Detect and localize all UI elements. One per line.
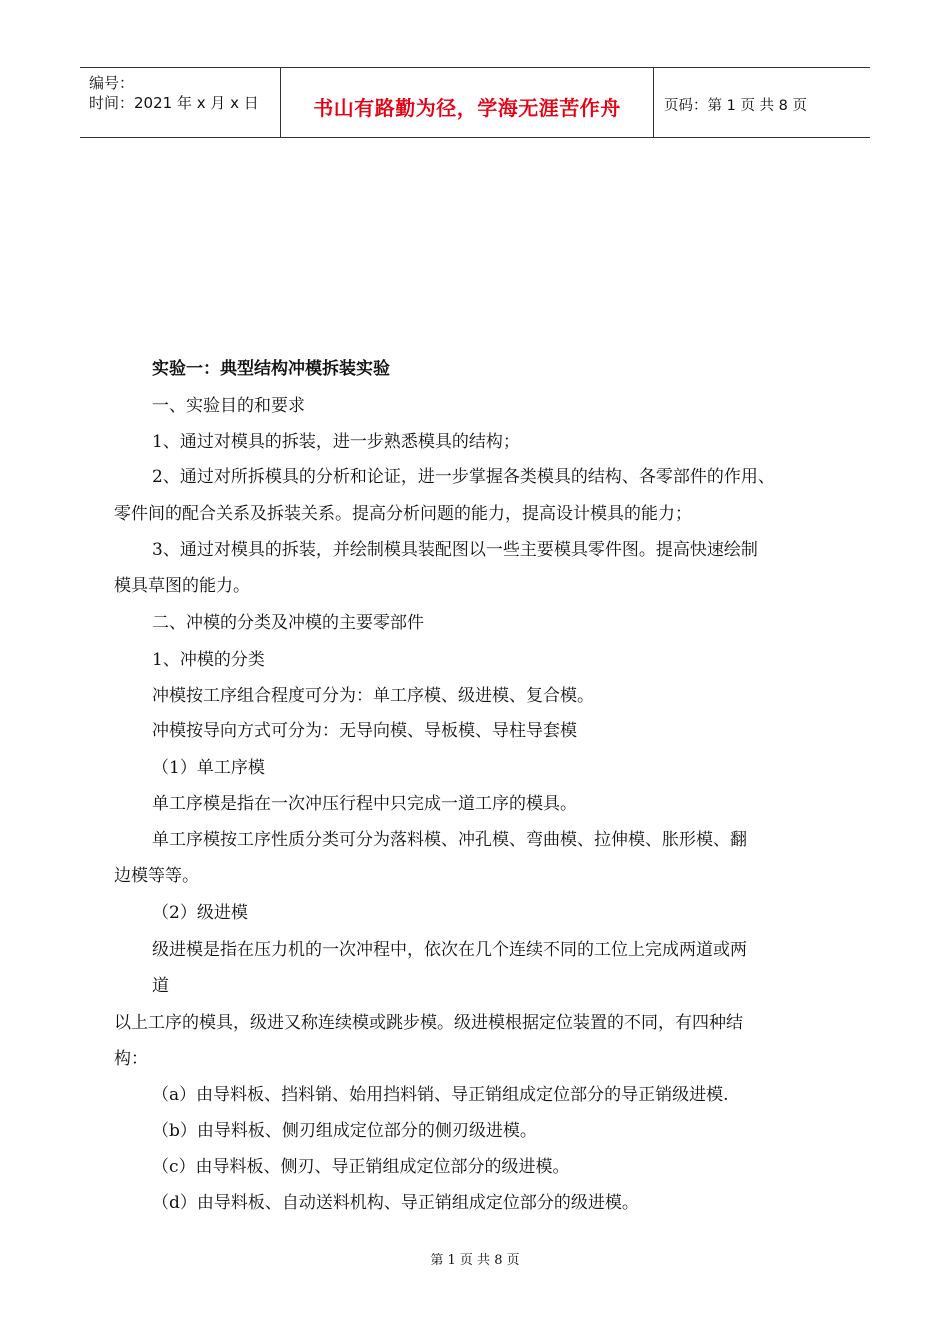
header-motto: 书山有路勤为径，学海无涯苦作舟 — [313, 96, 621, 120]
header-meta-cell — [80, 68, 281, 137]
paragraph-line: 冲模按导向方式可分为：无导向模、导板模、导柱导套模 — [152, 721, 577, 741]
list-item: （c）由导料板、侧刃、导正销组成定位部分的级进模。 — [152, 1157, 570, 1177]
paragraph-line: 冲模按工序组合程度可分为：单工序模、级进模、复合模。 — [152, 686, 594, 706]
document-number-label: 编号： — [89, 74, 135, 92]
header-page-info: 页码：第 1 页 共 8 页 — [664, 98, 807, 114]
paragraph-line: 道 — [152, 976, 169, 996]
paragraph-line: 1、通过对模具的拆装，进一步熟悉模具的结构； — [152, 432, 520, 452]
paragraph-line: 以上工序的模具，级进又称连续模或跳步模。级进模根据定位装置的不同，有四种结 — [114, 1013, 743, 1033]
document-header — [80, 67, 870, 138]
paragraph-line: 构： — [114, 1049, 148, 1069]
list-item: （a）由导料板、挡料销、始用挡料销、导正销组成定位部分的导正销级进模. — [152, 1085, 729, 1105]
paragraph-line: 模具草图的能力。 — [114, 576, 250, 596]
section-heading: 一、实验目的和要求 — [152, 396, 305, 416]
paragraph-line: 零件间的配合关系及拆装关系。提高分析问题的能力，提高设计模具的能力； — [114, 504, 692, 524]
list-item: （b）由导料板、侧刃组成定位部分的侧刃级进模。 — [152, 1121, 537, 1141]
paragraph-line: 级进模是指在压力机的一次冲程中，依次在几个连续不同的工位上完成两道或两 — [152, 940, 747, 960]
list-item: （d）由导料板、自动送料机构、导正销组成定位部分的级进模。 — [152, 1193, 639, 1213]
paragraph-line: 3、通过对模具的拆装，并绘制模具装配图以一些主要模具零件图。提高快速绘制 — [152, 540, 758, 560]
subsection-heading: （1）单工序模 — [152, 758, 265, 778]
subsection-heading: （2）级进模 — [152, 903, 248, 923]
page-footer: 第 1 页 共 8 页 — [430, 1253, 520, 1268]
document-title: 实验一：典型结构冲模拆装实验 — [152, 359, 390, 379]
header-page-cell — [654, 68, 870, 137]
section-heading: 二、冲模的分类及冲模的主要零部件 — [152, 613, 424, 633]
document-date-label: 时间：2021 年 x 月 x 日 — [89, 94, 259, 112]
paragraph-line: 单工序模是指在一次冲压行程中只完成一道工序的模具。 — [152, 794, 577, 814]
header-motto-cell — [281, 68, 654, 137]
paragraph-line: 2、通过对所拆模具的分析和论证，进一步掌握各类模具的结构、各零部件的作用、 — [152, 467, 775, 487]
paragraph-line: 边模等等。 — [114, 866, 199, 886]
paragraph-line: 单工序模按工序性质分类可分为落料模、冲孔模、弯曲模、拉伸模、胀形模、翻 — [152, 830, 747, 850]
subsection-heading: 1、冲模的分类 — [152, 650, 265, 670]
